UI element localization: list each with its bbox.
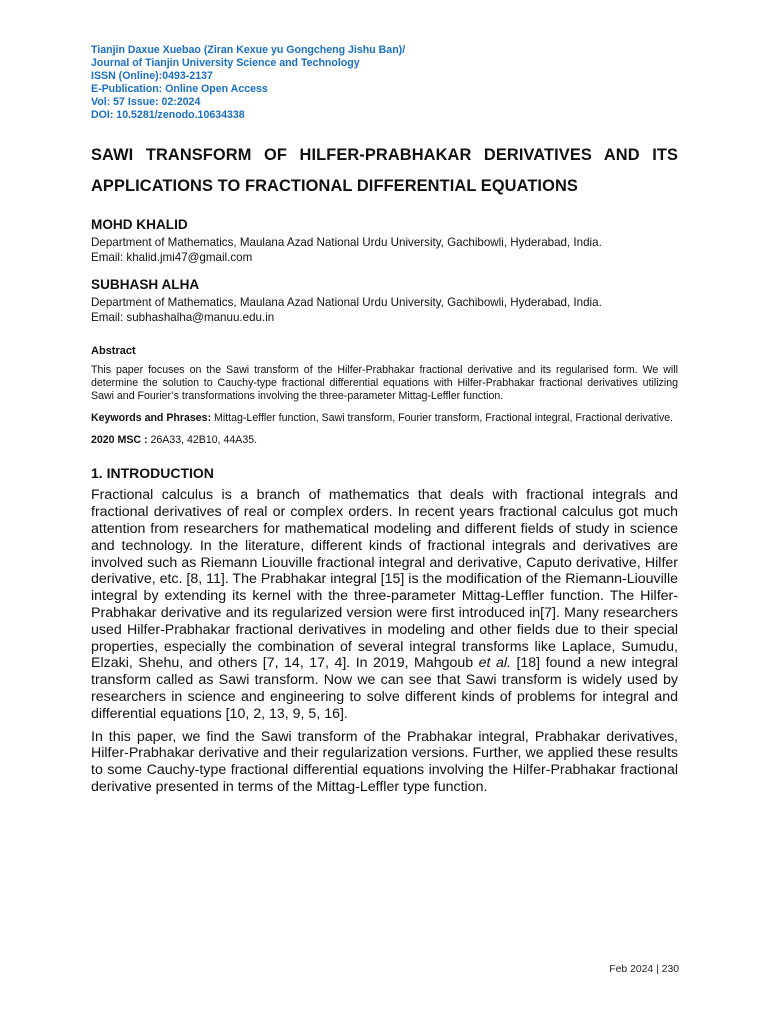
msc-text: 26A33, 42B10, 44A35. <box>147 434 258 447</box>
emphasis-text: et al. <box>478 655 511 672</box>
msc-label: 2020 MSC : <box>91 434 148 447</box>
abstract-heading: Abstract <box>91 345 136 357</box>
journal-header <box>91 44 678 122</box>
keywords-text: Mittag-Leffler function, Sawi transform, Fourier transform, Fractional integral, Fractional derivative. <box>211 412 674 425</box>
author-block-2 <box>91 276 678 325</box>
section-heading-introduction: 1. INTRODUCTION <box>91 465 214 482</box>
author-email: Email: khalid.jmi47@gmail.com <box>91 251 253 264</box>
journal-issn: ISSN (Online):0493-2137 <box>91 70 213 82</box>
abstract-text: This paper focuses on the Sawi transform of the Hilfer-Prabhakar fractional derivative and its regularised form. We will determine the solution to Cauchy-type fractional differential equations with Hilfer-Prabhakar fractional derivatives utilizing Sawi and Fourier’s transformations involving the three-parameter Mittag-Leffler function. <box>91 364 678 403</box>
page-footer: Feb 2024 | 230 <box>609 964 679 975</box>
introduction-paragraph-1 <box>91 487 678 722</box>
author-email: Email: subhashalha@manuu.edu.in <box>91 311 275 324</box>
paper-title: SAWI TRANSFORM OF HILFER-PRABHAKAR DERIVATIVES AND ITS APPLICATIONS TO FRACTIONAL DIFFERENTIAL EQUATIONS <box>91 146 678 195</box>
author-affiliation: Department of Mathematics, Maulana Azad National Urdu University, Gachibowli, Hyderabad, India. <box>91 236 602 249</box>
journal-publication-type: E-Publication: Online Open Access <box>91 83 268 95</box>
author-affiliation: Department of Mathematics, Maulana Azad National Urdu University, Gachibowli, Hyderabad, India. <box>91 296 602 309</box>
keywords <box>91 412 678 425</box>
author-name: SUBHASH ALHA <box>91 277 200 292</box>
keywords-label: Keywords and Phrases: <box>91 412 212 425</box>
introduction-paragraph-2: In this paper, we find the Sawi transform of the Prabhakar integral, Prabhakar derivatives, Hilfer-Prabhakar derivative and their regularization versions. Further, we applied these results to some Cauchy-type fractional differential equations involving the Hilfer-Prabhakar fractional derivative presented in terms of the Mittag-Leffler type function. <box>91 728 678 795</box>
author-block-1 <box>91 216 678 265</box>
paragraph-text: Fractional calculus is a branch of mathematics that deals with fractional integrals and fractional derivatives of real or complex orders. In recent years fractional calculus got much attention from researchers for mathematical modeling and different fields of study in science and technology. In the literature, different kinds of fractional integrals and derivatives are involved such as Riemann Liouville fractional integral and derivative, Caputo derivative, Hilfer derivative, etc. [8, 11]. The Prabhakar integral [15] is the modification of the Riemann-Liouville integral by extending its kernel with the three-parameter Mittag-Leffler function. The Hilfer-Prabhakar derivative and its regularized version were first introduced in[7]. Many researchers used Hilfer-Prabhakar fractional derivatives in modeling and other fields due to their special properties, especially the combination of several integral transforms like Laplace, Sumudu, Elzaki, Shehu, and others [7, 14, 17, 4]. In 2019, Mahgoub <box>91 487 678 672</box>
journal-volume-issue: Vol: 57 Issue: 02:2024 <box>91 96 201 108</box>
msc-codes <box>91 434 678 447</box>
journal-doi: DOI: 10.5281/zenodo.10634338 <box>91 109 245 121</box>
journal-english-name: Journal of Tianjin University Science and Technology <box>91 57 360 69</box>
journal-name-line: Tianjin Daxue Xuebao (Ziran Kexue yu Gongcheng Jishu Ban)/ <box>91 44 406 56</box>
author-name: MOHD KHALID <box>91 217 188 232</box>
paper-page <box>91 44 678 796</box>
paragraph-text: [18] found a new integral transform called as Sawi transform. Now we can see that Sawi transform is widely used by researchers in science and engineering to solve different kinds of problems for integral and differential equations [10, 2, 13, 9, 5, 16]. <box>91 655 678 722</box>
